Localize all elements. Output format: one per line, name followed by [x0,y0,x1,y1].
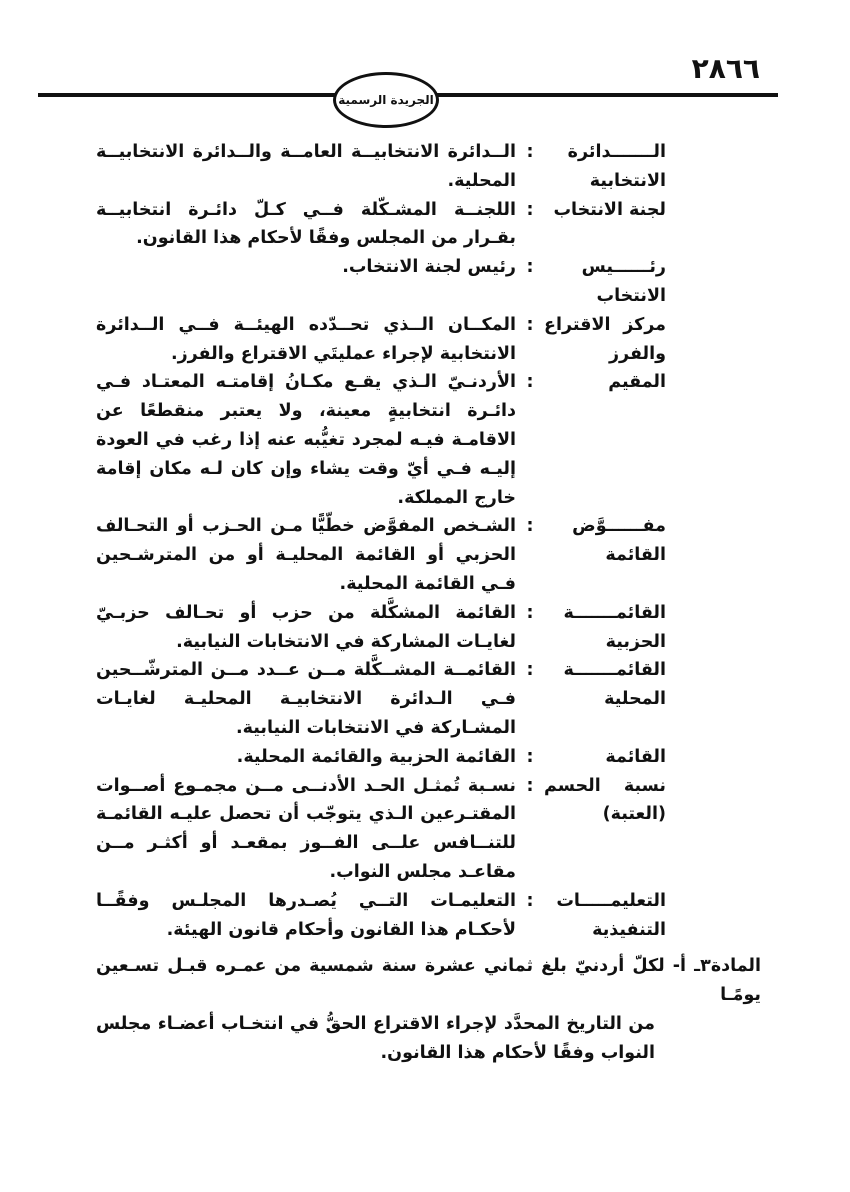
definitions-list [96,138,666,944]
term-line: الانتخابية [589,170,666,191]
definition-colon: : [526,142,534,162]
definition-colon: : [526,372,534,393]
definition-colon: : [526,199,534,220]
article-line: النواب وفقًا لأحكام هذا القانون. [380,1043,655,1063]
term-line: القائمـــــــة [563,602,666,623]
definition-term [544,368,666,397]
article-line: المادة٣ـ أ- لكلّ أردنيّ بلغ ثماني عشرة سنة شمسية من عمـره قبـل تسـعين يومًـا [96,956,761,1005]
definition-row [96,196,666,254]
definition-term [544,772,666,830]
definition-colon: : [526,746,534,767]
term-line: رئــــــيس [581,257,666,278]
definition-text: القائمــة المشــكَّلة مــن عــدد مــن المترشّــحين فـي الـدائرة الانتخابيـة المحليـة لغايـات المشـاركة في الانتخابات النيابية. [96,660,516,738]
term-line: الحزبية [605,631,666,652]
definition-term [544,599,666,657]
definition-row [96,887,666,945]
definition-text: الشـخص المفوَّض خطّيًّا مـن الحـزب أو التحـالف الحزبي أو القائمة المحليـة أو من المترشـحين فـي القائمة المحلية. [96,516,516,594]
definition-row [96,368,666,512]
page-number: ٢٨٦٦ [691,52,760,85]
definition-text: رئيس لجنة الانتخاب. [342,257,516,278]
term-line: المحلية [604,689,666,710]
definition-text: القائمة الحزبية والقائمة المحلية. [236,746,516,767]
definition-colon: : [526,660,534,681]
definition-term [544,743,666,772]
definition-text: نسـبة تُمثـل الحـد الأدنــى مــن مجمـوع أصــوات المقتـرعين الـذي يتوجّب أن تحصل عليـه القائمـة للتنــافس علــى الفــوز بمقعـد أو أكثـر مــن مقاعـد مجلس النواب. [96,775,516,882]
definition-text: اللجنــة المشـكّلة فــي كـلّ دائـرة انتخابيــة بقـرار من المجلس وفقًا لأحكام هذا القانون. [96,199,516,249]
definition-colon: : [526,602,534,623]
definition-row [96,138,666,196]
definition-row [96,311,666,369]
term-line: القائمـــــــة [563,660,666,681]
article-line: من التاريخ المحدَّد لإجراء الاقتراع الحقُّ في انتخـاب أعضـاء مجلس [96,1014,655,1034]
term-line: (العتبة) [602,804,666,825]
term-line: لجنة الانتخاب [553,199,666,220]
definition-row [96,253,666,311]
term-line: القائمة [605,746,666,767]
definition-row [96,772,666,887]
definition-row [96,512,666,598]
definition-term [544,656,666,714]
term-line: التنفيذية [592,919,666,940]
term-line: القائمة [605,545,666,566]
definition-row [96,599,666,657]
definition-term [544,138,666,196]
term-line: والفرز [608,343,666,364]
term-line: الانتخاب [596,285,666,306]
definition-text: التعليمـات التــي يُصـدرها المجلـس وفقًــا لأحكـام هذا القانون وأحكام قانون الهيئة. [96,890,516,940]
term-line: المقيم [608,372,666,393]
definition-term [544,311,666,369]
term-line: مفــــــوَّض [572,516,666,537]
definition-text: الــدائرة الانتخابيــة العامــة والــدائرة الانتخابيــة المحلية. [96,142,516,191]
definition-row [96,656,666,742]
definition-colon: : [526,314,534,335]
definition-colon: : [526,890,534,911]
definition-colon: : [526,257,534,278]
definition-term [544,196,666,225]
definition-term [544,512,666,570]
term-line: الـــــــدائرة [567,142,666,162]
definition-term [544,887,666,945]
gazette-title-oval [333,72,439,128]
definition-text: القائمة المشكَّلة من حزب أو تحـالف حزبـيّ لغايـات المشاركة في الانتخابات النيابية. [96,602,516,652]
definition-text: الأردنـيّ الـذي يقـع مكـانُ إقامتـه المعتـاد فـي دائـرة انتخابيةٍ معينة، ولا يعتبر منقطعًا عن الاقامـة فيـه لمجرد تغيُّبه عنه إذا رغب في العودة إليـه فـي أيّ وقت يشاء وإن كان لـه مكان إقامة خارج المملكة. [96,372,516,508]
term-line: التعليمـــــات [556,890,666,911]
gazette-title: الجريدة الرسمية [338,93,434,107]
definition-text: المكــان الــذي تحــدّده الهيئــة فــي الــدائرة الانتخابية لإجراء عمليتَي الاقتراع والفرز. [96,314,516,364]
article-3 [96,952,761,1068]
term-line: مركز الاقتراع [544,314,666,335]
definition-row [96,743,666,772]
definition-term [544,253,666,311]
definition-colon: : [526,516,534,537]
term-line: نسبة الحسم [544,775,666,796]
definition-colon: : [526,775,534,796]
